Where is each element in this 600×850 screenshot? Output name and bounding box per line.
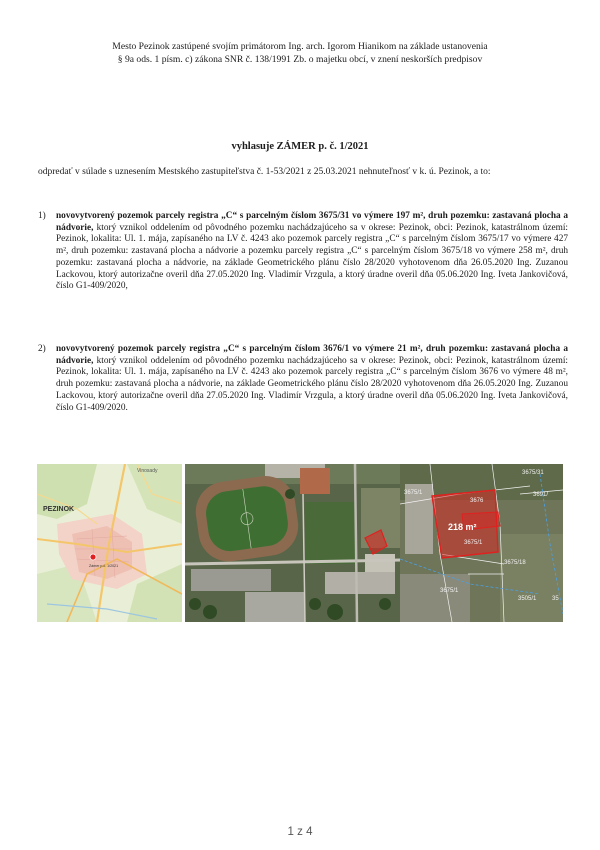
map-marker-label: Zámer p.č. 1/2021 — [89, 564, 119, 568]
intro-text: odpredať v súlade s uznesením Mestského zastupiteľstva č. 1-53/2021 z 25.03.2021 nehnuteľnosť v k. ú. Pezinok, a to: — [38, 167, 491, 177]
list-item-text: ktorý vznikol oddelením od pôvodného pozemku nachádzajúceho sa v okrese: Pezinok, obci: Pezinok, katastrálnom území: Pezinok, lokalita: Ul. 1. mája, zapísaného na LV č. 4243 ako pozemok parcely registra „C“ s parcelným číslom 3675/17 vo výmere 427 m², druh pozemku: zastavaná plocha a nádvorie a pozemku parcely registra „C“ s parcelným číslom 3675/18 vo výmere 258 m², druh pozemku: zastavaná plocha a nádvorie, na základe Geometrického plánu číslo 28/2020 vyhotovenom dňa 26.05.2020 Ing. Zuzanou Lackovou, ktorý autorizačne overil dňa 27.05.2020 Ing. Vladimír Vrzgula, a ktorý úradne overil dňa 05.06.2020 Ing. Iveta Jankovičová, číslo G1-409/2020, — [56, 222, 568, 292]
town-overview-map — [37, 464, 182, 622]
parcel-label: 3675/18 — [504, 560, 526, 566]
parcel-label: 3505/1 — [518, 596, 537, 602]
map-images — [37, 464, 563, 622]
map-town-label: PEZINOK — [43, 506, 75, 513]
page-number: 1 z 4 — [287, 826, 313, 838]
list-item-bold: novovytvorený pozemok parcely registra „C“ s parcelným číslom 3676/1 vo výmere 21 m², druh pozemku: zastavaná plocha a nádvorie, — [56, 344, 568, 366]
parcel-area-label: 218 m² — [448, 522, 477, 532]
parcel-label: 3675/1 — [464, 540, 483, 546]
map-top-label: Vinosady — [137, 468, 158, 474]
list-item-body — [56, 344, 568, 414]
aerial-photo-map — [185, 464, 401, 622]
document-title: vyhlasuje ZÁMER p. č. 1/2021 — [231, 141, 369, 152]
header-line-1: Mesto Pezinok zastúpené svojím primátorom Ing. arch. Igorom Hianikom na základe ustanovenia — [112, 41, 488, 52]
parcel-label: 3691/ — [533, 492, 549, 498]
list-item-number: 1) — [38, 211, 46, 221]
list-item-2 — [38, 344, 568, 414]
parcel-label: 35 — [552, 596, 559, 602]
list-item-1 — [38, 211, 568, 293]
header-line-2: § 9a ods. 1 písm. c) zákona SNR č. 138/1991 Zb. o majetku obcí, v znení neskorších predpisov — [117, 54, 483, 65]
parcel-label: 3676 — [470, 498, 484, 504]
parcel-label: 3675/1 — [440, 588, 459, 594]
list-item-bold: novovytvorený pozemok parcely registra „C“ s parcelným číslom 3675/31 vo výmere 197 m², druh pozemku: zastavaná plocha a nádvorie, — [56, 211, 568, 233]
parcel-label: 3675/1 — [404, 490, 423, 496]
parcel-label: 3675/31 — [522, 470, 544, 476]
list-item-body — [56, 211, 568, 293]
cadastral-detail-map — [400, 464, 563, 622]
list-item-number: 2) — [38, 344, 46, 354]
list-item-text: ktorý vznikol oddelením od pôvodného pozemku nachádzajúceho sa v okrese: Pezinok, obci: Pezinok, katastrálnom území: Pezinok, lokalita: Ul. 1. mája, zapísaného na LV č. 4243 ako pozemok parcely registra „C“ s parcelným číslom 3676 vo výmere 48 m², druh pozemku: zastavaná plocha a nádvorie, na základe Geometrického plánu číslo 28/2020 vyhotovenom dňa 26.05.2020 Ing. Zuzanou Lackovou, ktorý autorizačne overil dňa 27.05.2020 Ing. Vladimír Vrzgula, a ktorý úradne overil dňa 05.06.2020 Ing. Iveta Jankovičová, číslo G1-409/2020. — [56, 355, 568, 413]
header — [60, 40, 540, 66]
